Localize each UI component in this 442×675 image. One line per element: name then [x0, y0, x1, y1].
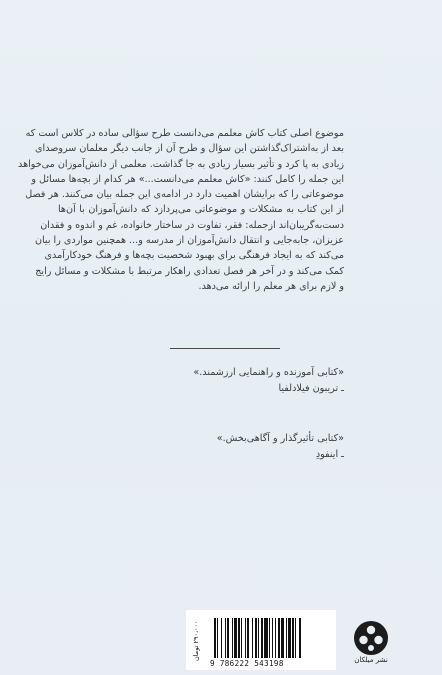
blurb-line: و لازم برای هر معلم را ارائه می‌دهد. [198, 280, 344, 292]
blurb-line: عزیزان، جابه‌جایی و انتقال دانش‌آموزان از مدرسه و... همچنین مواردی را بیان [34, 235, 344, 247]
publisher-emblem-icon [351, 620, 391, 656]
section-divider [170, 348, 280, 349]
blurb-line: می‌کند که به ایجاد فرهنگی برای بهبود شخصیت بچه‌ها و فرهنگ خودکارآمدی [44, 250, 344, 262]
barcode-panel [186, 610, 336, 670]
review-source: ـ اینفودِ [315, 449, 344, 460]
blurb-line: کمک می‌کند و در آخر هر فصل تعدادی راهکار مرتبط با مشکلات و مسائل رایج [35, 265, 344, 277]
publisher-logo [345, 620, 397, 672]
review-source: ـ تریبون فیلادلفیا [278, 383, 344, 394]
review-quote: «کتابی تأثیرگذار و آگاهی‌بخش.» [216, 433, 344, 444]
blurb-line: از این کتاب به مشکلات و موضوعاتی می‌پردازد که دانش‌آموزان با آن‌ها [58, 204, 344, 216]
barcode-gap [301, 618, 303, 658]
blurb-line: این جمله را کامل کنند: «کاش معلمم می‌دانست...» هر کدام از بچه‌ها مسائل و [31, 173, 344, 185]
blurb-line: دست‌به‌گریبان‌اند ازجمله: فقر، تفاوت در ساختار خانواده، غم و اندوه و فقدان [40, 219, 344, 231]
blurb-line: زیادی به پا کرد و تأثیر بسیار زیادی به جا گذاشت. معلمی از دانش‌آموزان می‌خواهد [18, 158, 344, 170]
blurb-line: موضوع اصلی کتاب کاش معلمم می‌دانست طرح سؤالی ساده در کلاس است که [25, 128, 344, 139]
blurb-line: موضوعاتی را که برایشان اهمیت دارد در ادامه‌ی این جمله بیان می‌کنند. هر فصل [25, 189, 344, 201]
blurb-paragraph [18, 126, 344, 294]
blurb-line: بعد از به‌اشتراک‌گذاشتن این سؤال و طرح آن از جانب دیگر معلمان سروصدای [35, 143, 344, 155]
barcode [214, 618, 330, 658]
price-label: ۲۹۰،۰۰۰ تومان [192, 620, 200, 662]
publisher-name: نشر میلکان [354, 656, 388, 664]
review-quote: «کتابی آموزنده و راهنمایی ارزشمند.» [193, 367, 344, 378]
isbn-number: 9 786222 543198 [210, 659, 284, 668]
